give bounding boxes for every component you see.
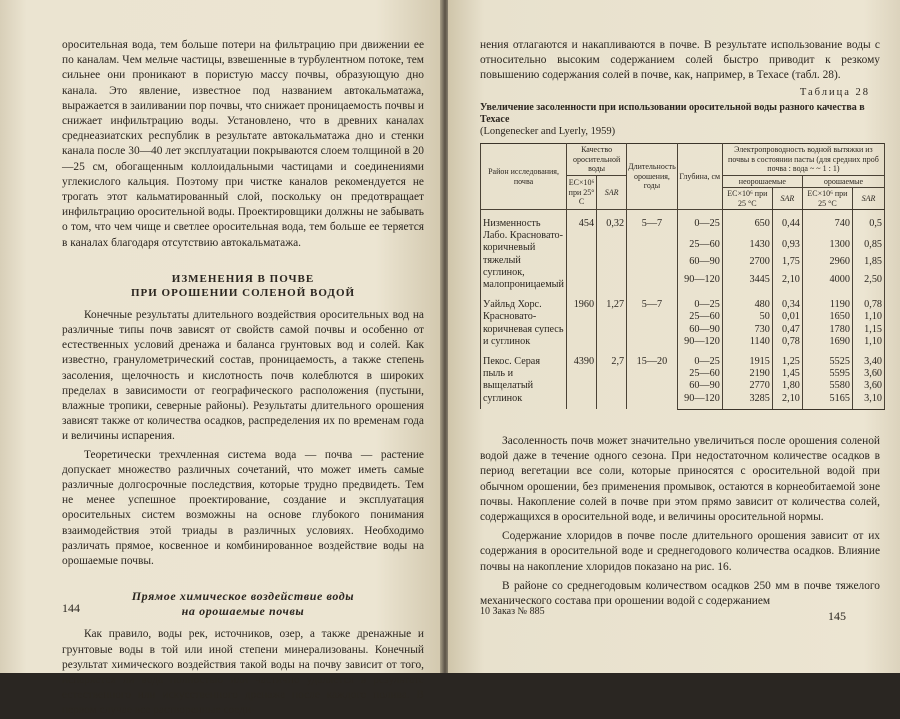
th-conductivity: Электропроводность водной вытяжки из почвы в состоянии пасты (для средних проб почва : вода ~ ~ 1 : 1): [722, 144, 884, 176]
cell-ec-non: 3445: [722, 274, 772, 291]
left-page-number: 144: [62, 601, 80, 615]
th-duration: Длительность орошения, годы: [627, 144, 678, 210]
printer-mark: 10 Заказ № 885: [480, 606, 545, 617]
cell-sar-non: 1,75: [772, 256, 802, 273]
cell-sar-non: 0,34: [772, 291, 802, 311]
left-text-block: [62, 38, 424, 719]
cell-depth: 90—120: [677, 393, 722, 410]
cell-sar-non: 2,10: [772, 274, 802, 291]
cell-ec-non: 2770: [722, 380, 772, 392]
cell-depth: 90—120: [677, 274, 722, 291]
cell-sar-irr: 3,60: [852, 368, 884, 380]
cell-sar-irr: 1,10: [852, 311, 884, 323]
cell-sar-non: 0,01: [772, 311, 802, 323]
left-page: [0, 0, 442, 717]
cell-ec-irr: 1190: [802, 291, 852, 311]
cell-duration: 15—20: [627, 348, 678, 409]
cell-sar-non: 0,93: [772, 239, 802, 256]
cell-duration: 5—7: [627, 210, 678, 292]
cell-sar-irr: 1,10: [852, 336, 884, 348]
cell-sar-non: 2,10: [772, 393, 802, 410]
cell-region: Пекос. Серая пыль и выщелатый суглинок: [481, 348, 567, 409]
cell-duration: 5—7: [627, 291, 678, 348]
cell-sar-water: 2,7: [597, 348, 627, 409]
cell-sar-non: 1,80: [772, 380, 802, 392]
cell-sar-irr: 0,78: [852, 291, 884, 311]
cell-sar-non: 1,25: [772, 348, 802, 368]
th-sar-irr: SAR: [852, 188, 884, 210]
right-intro-text: [480, 38, 880, 84]
cell-depth: 60—90: [677, 380, 722, 392]
cell-sar-irr: 0,85: [852, 239, 884, 256]
cell-ec-irr: 1780: [802, 324, 852, 336]
subsection-heading-line2: на орошаемые почвы: [181, 604, 305, 619]
cell-sar-water: 0,32: [597, 210, 627, 292]
cell-region: Уайльд Хорс. Красновато-коричневая супесь и суглинок: [481, 291, 567, 348]
cell-ec-irr: 4000: [802, 274, 852, 291]
cell-sar-irr: 1,15: [852, 324, 884, 336]
table-source: (Longenecker and Lyerly, 1959): [480, 126, 616, 137]
cell-depth: 90—120: [677, 336, 722, 348]
th-region: Район исследования, почва: [481, 144, 567, 210]
th-ec-non: EC×10⁶ при 25 °C: [722, 188, 772, 210]
subsection-heading: [62, 589, 424, 619]
cell-ec-non: 2190: [722, 368, 772, 380]
cell-sar-irr: 3,60: [852, 380, 884, 392]
table-label: Таблица 28: [799, 87, 870, 98]
cell-ec-irr: 5525: [802, 348, 852, 368]
table-title: Увеличение засоленности при использовании оросительной воды разного качества в Техасе: [480, 102, 865, 125]
cell-ec-non: 1430: [722, 239, 772, 256]
th-sar-water: SAR: [597, 175, 627, 210]
th-water-quality: Качество оросительной воды: [567, 144, 627, 176]
section-heading: [62, 272, 424, 300]
cell-depth: 0—25: [677, 210, 722, 240]
salinity-table: [480, 143, 885, 410]
left-paragraph-3: Теоретически трехчленная система вода — почва — растение допускает множество различных сочетаний, что может иметь самые различные долгосрочные последствия, которые трудно предвидеть. Тем не менее успешное проектирование, создание и эксплуатация оросительных систем возможны на основе глубокого понимания взаимодействия этой триады в различных условиях. Необходимо различать прямое, косвенное и комбинированное воздействие воды на орошаемые почвы.: [62, 448, 424, 568]
cell-sar-irr: 3,40: [852, 348, 884, 368]
cell-ec-non: 480: [722, 291, 772, 311]
cell-depth: 25—60: [677, 239, 722, 256]
th-non-irrigated: неорошаемые: [722, 175, 802, 188]
cell-sar-water: 1,27: [597, 291, 627, 348]
left-paragraph-4: Как правило, воды рек, источников, озер, а также дренажные и грунтовые воды в той или иной степени минерализованы. Конечный результат химического воздействия такой воды на почву зависит от того, испаряется ли вода полностью или частично удаляется в результате естественного или искусственного дренажа после каждого полива. В первом случае все растворенные соеди-: [62, 628, 424, 717]
th-sar-non: SAR: [772, 188, 802, 210]
cell-sar-non: 0,47: [772, 324, 802, 336]
cell-ec-non: 650: [722, 210, 772, 240]
table-row: [481, 291, 885, 311]
th-ec-irr: EC×10⁶ при 25 °C: [802, 188, 852, 210]
cell-depth: 0—25: [677, 291, 722, 311]
cell-ec-non: 1915: [722, 348, 772, 368]
cell-ec-irr: 5580: [802, 380, 852, 392]
left-paragraph-1: оросительная вода, тем больше потери на фильтрацию при движении ее по каналам. Чем мельче частицы, взвешенные в турбулентном потоке, тем сильнее они проникают в пористую массу почвы, образующую дно канала. Это явление, известное под названием автокальматажа, выражается в заиливании пор почвы, что снижает проницаемость почвы и снижает инфильтрацию воды. Установлено, что в древних каналах среднеазиатских республик в результате автокальматажа дно и стенки канала после 30—40 лет эксплуатации покрываются слоем толщиной в 20—25 см, обогащенным коллоидальными частицами и соединениями углекислого кальция. Поэтому при чистке каналов рекомендуется не трогать этот кальматированный слой, поскольку он предотвращает инфильтрацию оросительной воды. Проектировщики должны не забывать о том, что чем чище и светлее оросительная вода, тем больше ее теряется в каналах благодаря отсутствию автокальматажа.: [62, 39, 424, 249]
right-page-number: 145: [828, 609, 846, 623]
cell-ec-non: 730: [722, 324, 772, 336]
cell-region: Низменность Лабо. Красновато-коричневый тяжелый суглинок, малопроницаемый: [481, 210, 567, 292]
cell-depth: 0—25: [677, 348, 722, 368]
cell-sar-non: 1,45: [772, 368, 802, 380]
right-text-block: [480, 434, 880, 609]
th-irrigated: орошаемые: [802, 175, 884, 188]
cell-ec-irr: 5595: [802, 368, 852, 380]
cell-sar-irr: 3,10: [852, 393, 884, 410]
cell-ec-non: 3285: [722, 393, 772, 410]
cell-ec-irr: 1300: [802, 239, 852, 256]
table-row: [481, 348, 885, 368]
cell-depth: 25—60: [677, 368, 722, 380]
cell-ec-water: 1960: [567, 291, 597, 348]
right-paragraph-3: Содержание хлоридов в почве после длительного орошения зависит от их содержания в оросительной воде и среднегодового количества осадков. Влияние почвы на накопление хлоридов показано на рис. 16.: [480, 530, 880, 573]
cell-sar-irr: 1,85: [852, 256, 884, 273]
section-heading-line2: ПРИ ОРОШЕНИИ СОЛЕНОЙ ВОДОЙ: [130, 286, 356, 299]
cell-ec-water: 454: [567, 210, 597, 292]
cell-depth: 60—90: [677, 324, 722, 336]
cell-ec-irr: 1690: [802, 336, 852, 348]
cell-ec-non: 50: [722, 311, 772, 323]
cell-ec-water: 4390: [567, 348, 597, 409]
cell-sar-irr: 2,50: [852, 274, 884, 291]
table-row: [481, 210, 885, 240]
cell-sar-irr: 0,5: [852, 210, 884, 240]
th-ec-water: EC×10⁶ при 25° C: [567, 175, 597, 210]
th-depth: Глубина, см: [677, 144, 722, 210]
cell-sar-non: 0,78: [772, 336, 802, 348]
cell-depth: 60—90: [677, 256, 722, 273]
right-paragraph-1: нения отлагаются и накапливаются в почве. В результате использование воды с относительно высоким содержанием солей быстро приводит к резкому повышению содержания солей в почве, как, например, в Техасе (табл. 28).: [480, 39, 880, 82]
cell-ec-irr: 1650: [802, 311, 852, 323]
right-paragraph-2: Засоленность почв может значительно увеличиться после орошения соленой водой даже в течение одного сезона. При недостаточном количестве осадков в период вегетации все соли, которые приносятся с оросительной водой при обычном орошении, без применения промывок, остаются в корнеобитаемой зоне почвы. Накопление солей в почве при этом прямо зависит от количества солей, содержащихся в оросительной воде, и величины оросительной нормы.: [480, 435, 880, 524]
cell-ec-irr: 5165: [802, 393, 852, 410]
subsection-heading-line1: Прямое химическое воздействие воды: [131, 589, 355, 604]
right-paragraph-4: В районе со среднегодовым количеством осадков 250 мм в почве тяжелого механического состава при орошении водой с содержанием: [480, 579, 880, 608]
left-paragraph-2: Конечные результаты длительного воздействия оросительных вод на различные типы почв зависят от свойств самой почвы и особенно от естественных условий дренажа и баланса грунтовых вод и солей. Как известно, гранулометрический состав, проницаемость, а также степень засоления, щелочность и кислотность почв колеблются в широких пределах в зависимости от географического расположения (пустыни, влажные тропики, северные районы). Результаты длительного орошения зависят также от количества осадков, распределения их по временам года и величины испарения.: [62, 308, 424, 443]
section-heading-line1: ИЗМЕНЕНИЯ В ПОЧВЕ: [171, 272, 315, 285]
cell-sar-non: 0,44: [772, 210, 802, 240]
cell-depth: 25—60: [677, 311, 722, 323]
cell-ec-irr: 740: [802, 210, 852, 240]
cell-ec-non: 2700: [722, 256, 772, 273]
right-page: [448, 0, 900, 673]
cell-ec-non: 1140: [722, 336, 772, 348]
table-body: [481, 210, 885, 410]
cell-ec-irr: 2960: [802, 256, 852, 273]
